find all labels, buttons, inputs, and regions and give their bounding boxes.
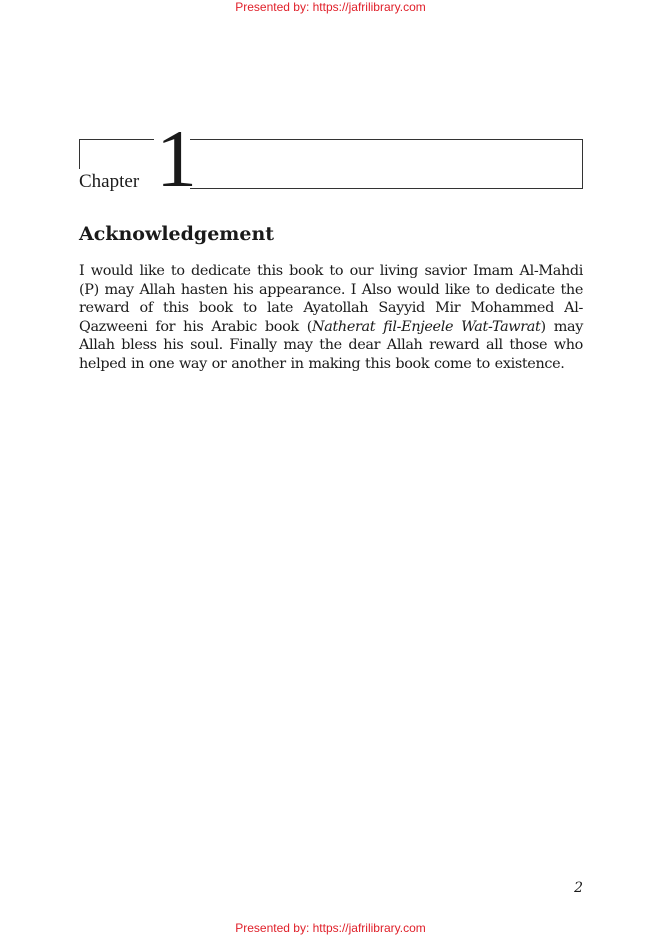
acknowledgement-paragraph [79, 262, 583, 374]
chapter-frame-right [190, 139, 583, 189]
chapter-label: Chapter [79, 171, 140, 192]
chapter-number: 1 [156, 113, 197, 204]
watermark-bottom: Presented by: https://jafrilibrary.com [235, 921, 426, 935]
page-number: 2 [574, 880, 583, 896]
section-title: Acknowledgement [79, 223, 275, 245]
watermark-top: Presented by: https://jafrilibrary.com [235, 0, 426, 14]
chapter-frame-left [79, 139, 154, 169]
paragraph-text-part2: ) may Allah bless his soul. Finally may the dear Allah reward all those who helped in one way or another in making this book come to existence. [79, 318, 584, 372]
book-title: Natherat fil-Enjeele Wat-Tawrat [312, 318, 541, 335]
paragraph-text-part1: I would like to dedicate this book to our living savior Imam Al-Mahdi (P) may Allah hasten his appearance. I Also would like to dedicate the reward of this book to late Ayatollah Sayyid Mir Mohammed Al-Qazweeni for his Arabic book ( [79, 263, 583, 335]
